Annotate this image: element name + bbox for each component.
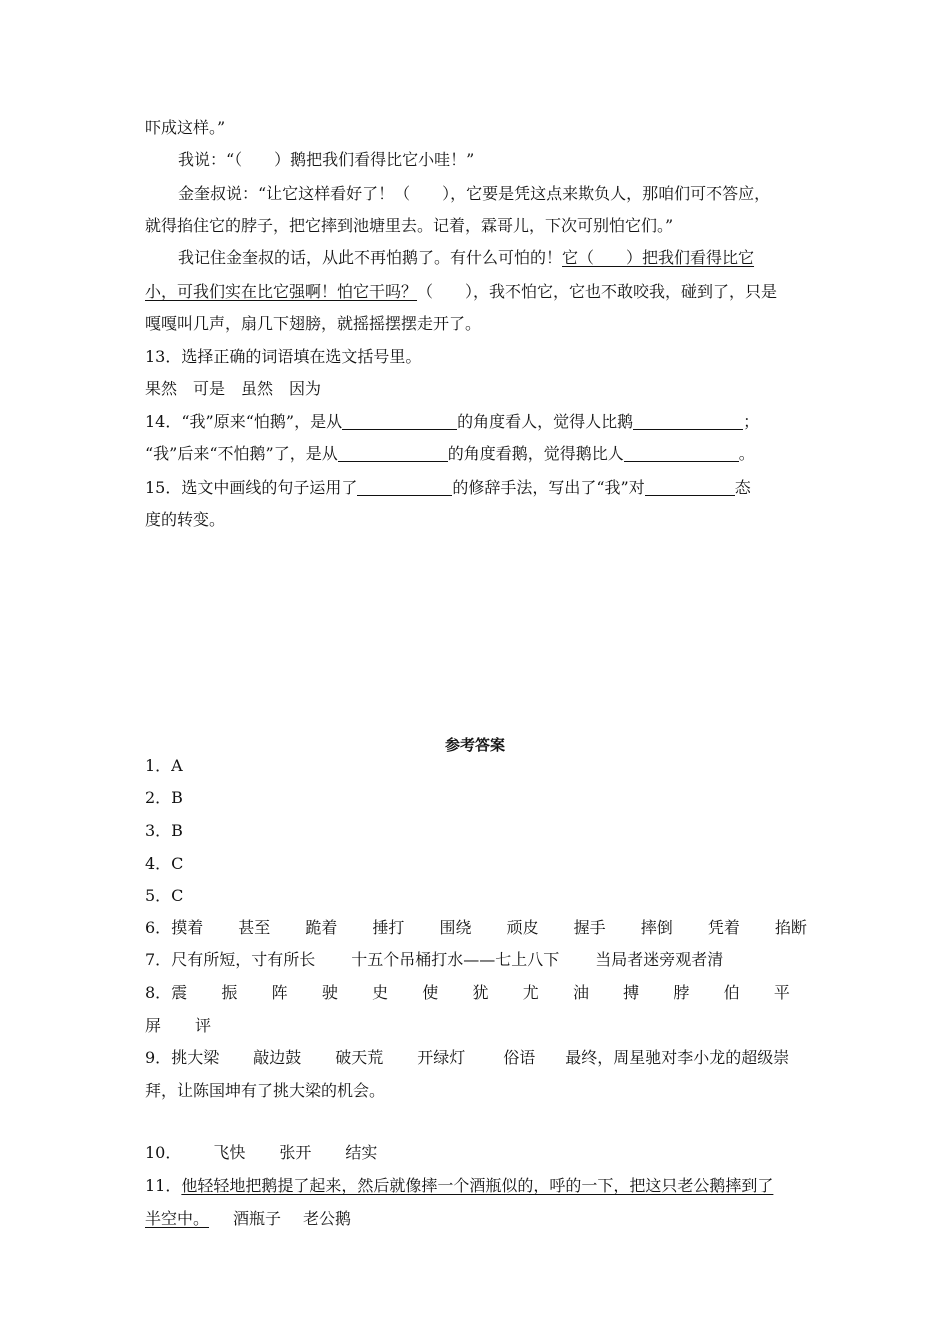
question-text: 的角度看人，觉得人比鹅 bbox=[457, 412, 634, 431]
passage-line-2: 我说：“（ ）鹅把我们看得比它小哇！” bbox=[178, 150, 475, 169]
answer-4: 4．C bbox=[145, 854, 184, 873]
answer-word: 俗语 bbox=[503, 1048, 536, 1067]
answer-8 bbox=[145, 983, 815, 1003]
answer-word: 敲边鼓 bbox=[253, 1048, 302, 1067]
answer-word: 捶打 bbox=[372, 918, 405, 937]
answer-9-line-2: 拜，让陈国坤有了挑大梁的机会。 bbox=[145, 1081, 386, 1100]
question-14-line-1 bbox=[145, 412, 815, 432]
answer-3: 3．B bbox=[145, 821, 183, 840]
answer-blank bbox=[338, 445, 448, 462]
answer-char: 评 bbox=[195, 1016, 212, 1035]
question-13-options: 果然 可是 虽然 因为 bbox=[145, 379, 322, 398]
question-text: 。 bbox=[738, 444, 755, 463]
answer-word: 顽皮 bbox=[506, 918, 539, 937]
answer-char: 搏 bbox=[623, 983, 640, 1002]
answer-char: 平 bbox=[773, 983, 790, 1002]
question-15-line-1 bbox=[145, 478, 815, 498]
answer-char: 驶 bbox=[321, 983, 338, 1002]
answer-word: 挑大梁 bbox=[171, 1048, 220, 1067]
answer-word: 开绿灯 bbox=[417, 1048, 466, 1067]
answer-phrase: 尺有所短，寸有所长 bbox=[171, 950, 316, 969]
answer-number: 10． bbox=[145, 1143, 182, 1162]
underlined-sentence: 它（ ）把我们看得比它 bbox=[562, 248, 755, 267]
answer-word: 老公鹅 bbox=[303, 1209, 352, 1228]
answer-11-line-2 bbox=[145, 1209, 815, 1229]
answer-1: 1．A bbox=[145, 756, 183, 775]
passage-text: 我记住金奎叔的话，从此不再怕鹅了。有什么可怕的！ bbox=[178, 248, 563, 267]
answer-7 bbox=[145, 950, 815, 970]
answer-blank bbox=[357, 479, 452, 496]
answer-8-line-2 bbox=[145, 1016, 815, 1036]
answer-word: 摔倒 bbox=[640, 918, 673, 937]
question-text: “我”后来“不怕鹅”了，是从 bbox=[145, 444, 338, 463]
answer-char: 油 bbox=[572, 983, 589, 1002]
question-text: 的修辞手法，写出了“我”对 bbox=[452, 478, 645, 497]
answer-word: 破天荒 bbox=[335, 1048, 384, 1067]
answer-word: 张开 bbox=[279, 1143, 312, 1162]
passage-line-4: 就得掐住它的脖子，把它摔到池塘里去。记着，霖哥儿，下次可别怕它们。” bbox=[145, 216, 674, 235]
question-13: 13．选择正确的词语填在选文括号里。 bbox=[145, 347, 422, 366]
answer-blank bbox=[633, 413, 743, 430]
question-15-line-2: 度的转变。 bbox=[145, 510, 226, 529]
answer-number: 11． bbox=[145, 1176, 182, 1195]
passage-line-1: 吓成这样。” bbox=[145, 118, 226, 137]
passage-line-5 bbox=[178, 248, 818, 268]
answer-word: 围绕 bbox=[439, 918, 472, 937]
answer-phrase: 当局者迷旁观者清 bbox=[595, 950, 724, 969]
question-text: 14．“我”原来“怕鹅”，是从 bbox=[145, 412, 343, 431]
answer-word: 握手 bbox=[573, 918, 606, 937]
answer-sentence: 最终，周星驰对李小龙的超级崇 bbox=[565, 1048, 790, 1067]
answer-word: 结实 bbox=[345, 1143, 378, 1162]
answer-word: 跪着 bbox=[305, 918, 338, 937]
answer-word: 酒瓶子 bbox=[233, 1209, 282, 1228]
answer-blank bbox=[624, 445, 739, 462]
answer-5: 5．C bbox=[145, 886, 184, 905]
answer-char: 尤 bbox=[522, 983, 539, 1002]
passage-line-7: 嘎嘎叫几声，扇几下翅膀，就摇摇摆摆走开了。 bbox=[145, 314, 482, 333]
answer-char: 屏 bbox=[145, 1016, 162, 1035]
answer-char: 史 bbox=[372, 983, 389, 1002]
question-text: ； bbox=[743, 412, 760, 431]
answer-10 bbox=[145, 1143, 815, 1163]
underlined-answer: 半空中。 bbox=[145, 1209, 210, 1228]
answer-char: 犹 bbox=[472, 983, 489, 1002]
answer-char: 振 bbox=[221, 983, 238, 1002]
answer-11 bbox=[145, 1176, 815, 1196]
question-text: 的角度看鹅，觉得鹅比人 bbox=[447, 444, 624, 463]
answer-number: 7． bbox=[145, 950, 172, 969]
answer-word: 飞快 bbox=[213, 1143, 246, 1162]
underlined-answer: 他轻轻地把鹅提了起来，然后就像摔一个酒瓶似的，呼的一下，把这只老公鹅摔到了 bbox=[181, 1176, 774, 1195]
answer-char: 伯 bbox=[723, 983, 740, 1002]
answer-blank bbox=[645, 479, 735, 496]
answer-phrase: 十五个吊桶打水——七上八下 bbox=[351, 950, 560, 969]
answer-word: 凭着 bbox=[707, 918, 740, 937]
passage-line-3: 金奎叔说：“让它这样看好了！（ ），它要是凭这点来欺负人，那咱们可不答应， bbox=[178, 184, 771, 203]
question-14-line-2 bbox=[145, 444, 815, 464]
question-text: 态 bbox=[734, 478, 751, 497]
question-text: 15．选文中画线的句子运用了 bbox=[145, 478, 358, 497]
answer-6 bbox=[145, 918, 815, 938]
answer-word: 掐断 bbox=[774, 918, 807, 937]
answer-2: 2．B bbox=[145, 788, 183, 807]
passage-text: （ ），我不怕它，它也不敢咬我，碰到了，只是 bbox=[417, 282, 778, 301]
answer-char: 使 bbox=[422, 983, 439, 1002]
answer-number: 9． bbox=[145, 1048, 172, 1067]
underlined-sentence: 小，可我们实在比它强啊！怕它干吗？ bbox=[145, 282, 418, 301]
answers-title: 参考答案 bbox=[444, 736, 505, 754]
answer-word: 6．摸着 bbox=[145, 918, 204, 937]
answer-9 bbox=[145, 1048, 815, 1068]
answer-char: 阵 bbox=[271, 983, 288, 1002]
answer-char: 8．震 bbox=[145, 983, 188, 1002]
passage-line-6 bbox=[145, 282, 815, 302]
answer-char: 脖 bbox=[673, 983, 690, 1002]
answer-word: 甚至 bbox=[238, 918, 271, 937]
answer-blank bbox=[342, 413, 457, 430]
